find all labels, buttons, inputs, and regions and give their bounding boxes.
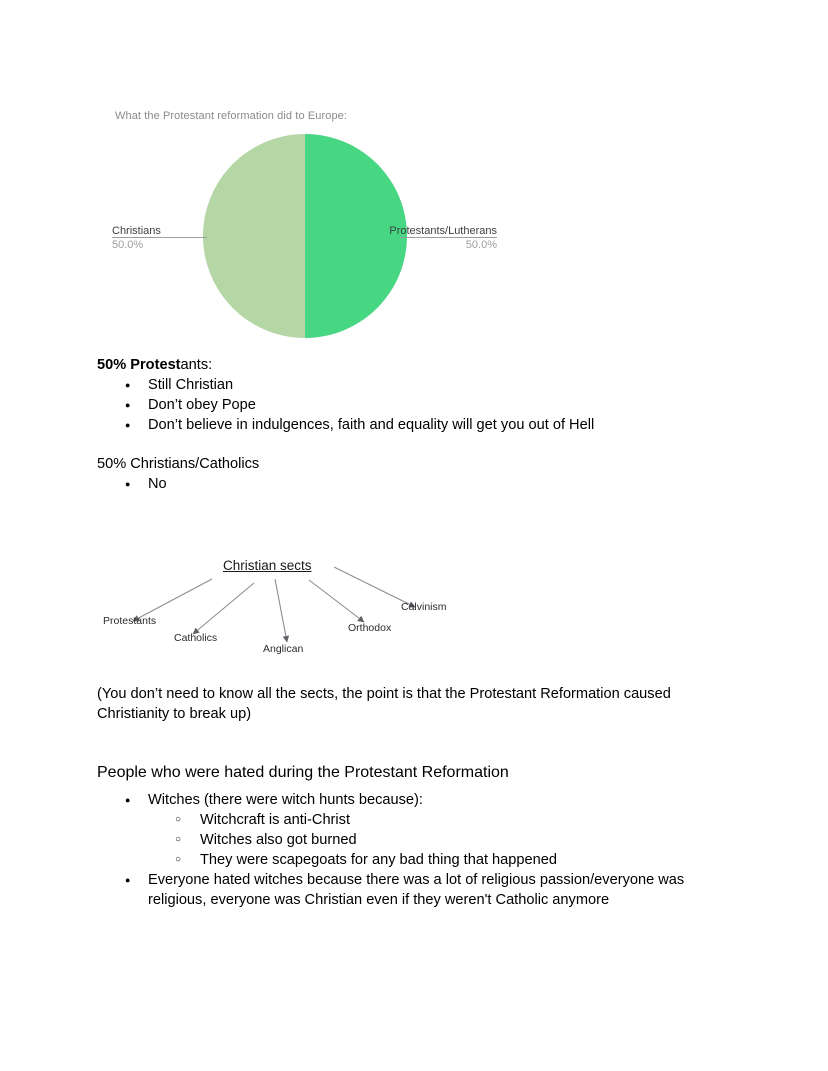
list-item: ● Still Christian [97, 375, 717, 395]
list-item: ● Don’t obey Pope [97, 395, 717, 415]
pie-label-protestants: Protestants/Lutherans [389, 225, 497, 237]
pie-leader-line-right [400, 237, 497, 238]
protestants-heading-rest: ants: [180, 357, 213, 373]
list-item: ● Don’t believe in indulgences, faith and equality will get you out of Hell [97, 415, 717, 435]
pie-label-christians: Christians [112, 225, 161, 237]
diagram-node-calvinism: Calvinism [401, 601, 447, 613]
witches-sub-list [97, 810, 712, 870]
list-item: ○ Witchcraft is anti-Christ [97, 810, 712, 830]
diagram-node-catholics: Catholics [174, 632, 218, 644]
parenthetical-note: (You don’t need to know all the sects, the point is that the Protestant Reformation caused Christianity to break up) [97, 686, 671, 722]
chart-title: What the Protestant reformation did to Europe: [115, 110, 348, 122]
catholics-list [97, 474, 717, 494]
diagram-node-orthodox: Orthodox [348, 622, 392, 634]
catholics-section [97, 454, 717, 494]
hated-section-list [97, 790, 712, 910]
list-item: ● No [97, 474, 717, 494]
protestants-section [97, 355, 717, 435]
catholics-heading: 50% Christians/Catholics [97, 456, 260, 472]
list-item: ● Everyone hated witches because there was a lot of religious passion/everyone was religious, everyone was Christian even if they weren't Catholic anymore [97, 870, 708, 910]
pie-pct-christians: 50.0% [112, 239, 144, 251]
pie-slice-christians [203, 134, 305, 338]
pie-chart-figure [110, 106, 502, 348]
list-item: ○ Witches also got burned [97, 830, 712, 850]
hated-section-heading: People who were hated during the Protestant Reformation [97, 764, 509, 781]
pie-leader-line-left [112, 237, 207, 238]
arrow-to-anglican [275, 579, 287, 642]
witches-bullet-text: Witches (there were witch hunts because): [148, 792, 423, 808]
protestants-list [97, 375, 717, 435]
protestants-heading-bold: 50% Protest [97, 357, 181, 373]
diagram-node-anglican: Anglican [263, 643, 304, 655]
protestants-heading [97, 355, 717, 375]
hated-list [97, 790, 712, 910]
sects-diagram [95, 555, 460, 663]
list-item [97, 790, 712, 870]
pie-pct-protestants: 50.0% [465, 239, 497, 251]
arrow-to-orthodox [309, 580, 364, 622]
diagram-node-protestants: Protestants [103, 615, 157, 627]
arrow-to-catholics [193, 583, 254, 634]
diagram-title: Christian sects [223, 558, 312, 573]
list-item: ○ They were scapegoats for any bad thing that happened [97, 850, 712, 870]
